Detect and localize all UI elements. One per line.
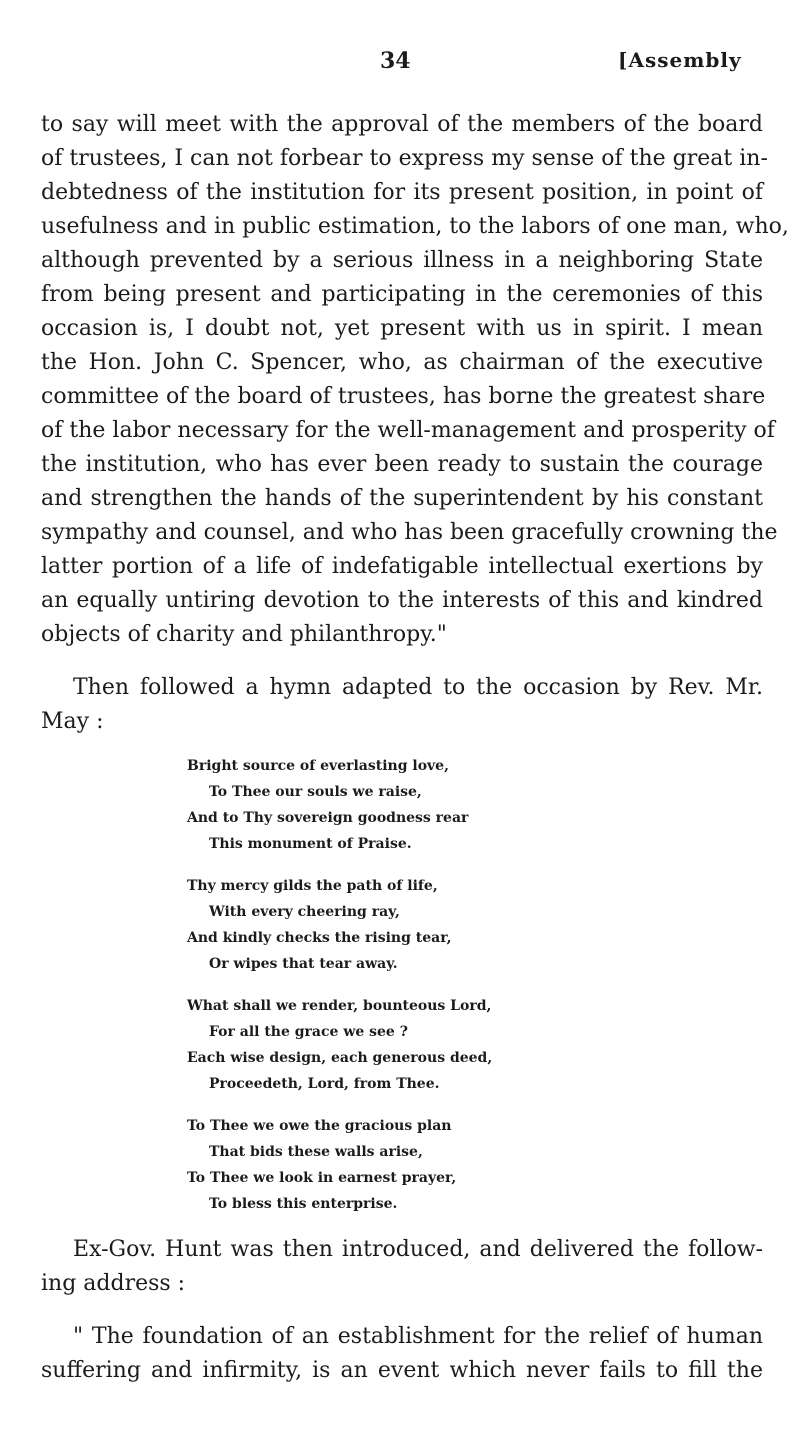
hymn-line: Each wise design, each generous deed,	[187, 1050, 493, 1066]
text-line: an equally untiring devotion to the interests of this and kindred	[41, 588, 763, 613]
text-line: latter portion of a life of indefatigable intellectual exertions by	[41, 554, 763, 579]
hymn	[187, 753, 607, 1217]
hymn-line: And kindly checks the rising tear,	[187, 930, 452, 946]
text-line: " The foundation of an establishment for the relief of human	[73, 1324, 763, 1349]
page-number: 34	[380, 48, 411, 74]
text-line: May :	[41, 709, 104, 734]
hymn-line: For all the grace we see ?	[209, 1024, 408, 1040]
text-line: from being present and participating in the ceremonies of this	[41, 282, 763, 307]
hymn-line: With every cheering ray,	[209, 904, 400, 920]
text-line: suffering and infirmity, is an event which never fails to fill the	[41, 1358, 763, 1383]
hymn-line: To bless this enterprise.	[209, 1196, 398, 1212]
hymn-stanza	[187, 1113, 607, 1217]
text-line: sympathy and counsel, and who has been gracefully crowning the	[41, 520, 778, 545]
text-line: occasion is, I doubt not, yet present with us in spirit. I mean	[41, 316, 763, 341]
text-line: usefulness and in public estimation, to the labors of one man, who,	[41, 214, 789, 239]
hymn-line: Bright source of everlasting love,	[187, 758, 449, 774]
page-header	[0, 48, 800, 84]
paragraph-hymn-intro	[41, 671, 763, 739]
text-line: ing address :	[41, 1271, 186, 1296]
text-line: Then followed a hymn adapted to the occasion by Rev. Mr.	[73, 675, 763, 700]
hymn-line: Proceedeth, Lord, from Thee.	[209, 1076, 440, 1092]
running-head: [Assembly	[618, 48, 742, 72]
paragraph-trustees-tribute	[41, 108, 789, 652]
hymn-stanza	[187, 993, 607, 1097]
paragraph-address-intro	[41, 1233, 763, 1301]
hymn-line: What shall we render, bounteous Lord,	[187, 998, 492, 1014]
text-line: of the labor necessary for the well-management and prosperity of	[41, 418, 775, 443]
paragraph-address-opening	[41, 1320, 763, 1388]
hymn-line: To Thee we look in earnest prayer,	[187, 1170, 457, 1186]
text-line: committee of the board of trustees, has borne the greatest share	[41, 384, 766, 409]
hymn-line: This monument of Praise.	[209, 836, 412, 852]
hymn-line: And to Thy sovereign goodness rear	[187, 810, 469, 826]
text-line: of trustees, I can not forbear to express my sense of the great in-	[41, 146, 768, 171]
page-body	[41, 108, 789, 1388]
hymn-stanza	[187, 753, 607, 857]
text-line: and strengthen the hands of the superintendent by his constant	[41, 486, 763, 511]
text-line: debtedness of the institution for its present position, in point of	[41, 180, 763, 205]
hymn-line: Thy mercy gilds the path of life,	[187, 878, 438, 894]
hymn-line: That bids these walls arise,	[209, 1144, 423, 1160]
text-line: the institution, who has ever been ready to sustain the courage	[41, 452, 763, 477]
text-line: Ex-Gov. Hunt was then introduced, and delivered the follow-	[73, 1237, 763, 1262]
hymn-line: Or wipes that tear away.	[209, 956, 398, 972]
text-line: the Hon. John C. Spencer, who, as chairman of the executive	[41, 350, 763, 375]
text-line: to say will meet with the approval of the members of the board	[41, 112, 763, 137]
text-line: although prevented by a serious illness in a neighboring State	[41, 248, 763, 273]
hymn-line: To Thee we owe the gracious plan	[187, 1118, 452, 1134]
hymn-stanza	[187, 873, 607, 977]
text-line: objects of charity and philanthropy."	[41, 622, 447, 647]
hymn-line: To Thee our souls we raise,	[209, 784, 422, 800]
